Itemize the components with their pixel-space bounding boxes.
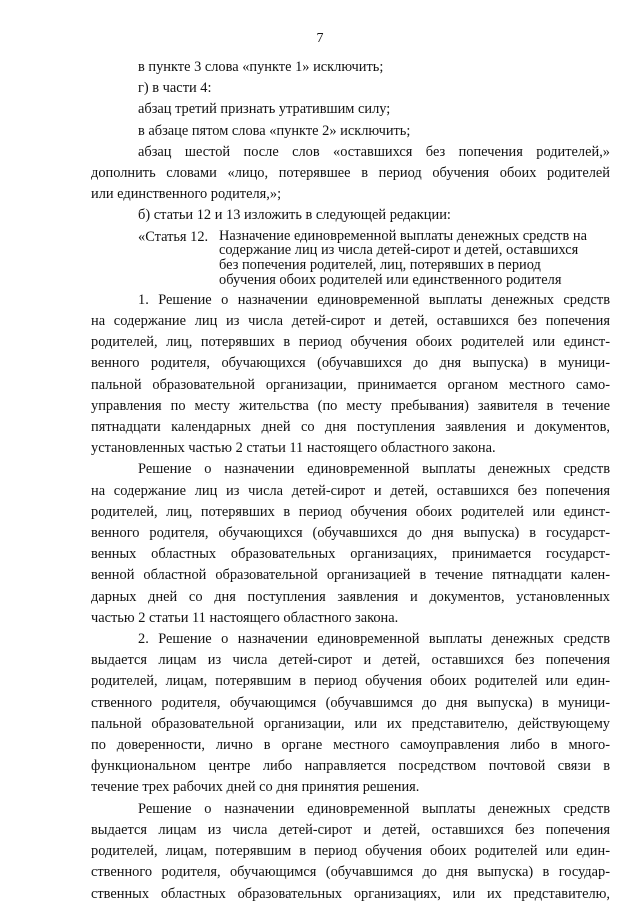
paragraph-line: пальной образовательной организации, или их представителю, действующему bbox=[91, 715, 610, 732]
paragraph-line: течение трех рабочих дней со дня принятия решения. bbox=[91, 779, 420, 796]
intro-line: в абзаце пятом слова «пункте 2» исключить; bbox=[138, 122, 411, 139]
paragraph-line: родителей, лиц, потерявших в период обучения обоих родителей или единст- bbox=[91, 503, 610, 520]
paragraph-line: пятнадцати календарных дней со дня поступления заявления и документов, bbox=[91, 419, 610, 436]
paragraph-line: Решение о назначении единовременной выплаты денежных средств bbox=[138, 800, 610, 817]
paragraph-line: частью 2 статьи 11 настоящего областного закона. bbox=[91, 609, 399, 626]
paragraph-line: установленных частью 2 статьи 11 настоящего областного закона. bbox=[91, 440, 496, 457]
article-title: Назначение единовременной выплаты денежных средств на содержание лиц из числа детей-сирот и детей, оставшихся без попечения родителей, лиц, потерявших в период обучения обоих родителей или единственного родителя bbox=[219, 227, 587, 289]
article-paragraph bbox=[91, 459, 610, 629]
paragraph-line: родителей, лицам, потерявшим в период обучения обоих родителей или един- bbox=[91, 843, 610, 860]
paragraph-line: 1. Решение о назначении единовременной выплаты денежных средств bbox=[138, 291, 610, 308]
paragraph-line: по доверенности, лично в органе местного самоуправления либо в много- bbox=[91, 737, 610, 754]
paragraph-line: дарных дней со дня поступления заявления и документов, установленных bbox=[91, 588, 610, 605]
intro-line: г) в части 4: bbox=[138, 80, 212, 97]
paragraph-line: или единственного родителя,»; bbox=[91, 186, 282, 203]
paragraph-line: Решение о назначении единовременной выплаты денежных средств bbox=[138, 461, 610, 478]
paragraph-line: родителей, лицам, потерявшим в период обучения обоих родителей или един- bbox=[91, 673, 610, 690]
paragraph-line: ственного родителя, обучающимся (обучавшимся до дня выпуска) в муници- bbox=[91, 694, 610, 711]
document-body bbox=[91, 57, 610, 905]
paragraph-line: 2. Решение о назначении единовременной выплаты денежных средств bbox=[138, 631, 610, 648]
article-paragraph bbox=[91, 290, 610, 460]
article-label: «Статья 12. bbox=[138, 228, 209, 245]
paragraph-line: на содержание лиц из числа детей-сирот и детей, оставшихся без попечения bbox=[91, 482, 610, 499]
intro-line: абзац третий признать утратившим силу; bbox=[138, 101, 391, 118]
page-number: 7 bbox=[316, 31, 324, 46]
paragraph-line: функциональном центре либо направляется посредством почтовой связи в bbox=[91, 758, 610, 775]
paragraph-line: пальной образовательной организации, принимается органом местного само- bbox=[91, 376, 610, 393]
paragraph-line: ственного родителя, обучающимся (обучавшимся до дня выпуска) в государ- bbox=[91, 864, 610, 881]
paragraph-line: венного родителя, обучающихся (обучавшихся до дня выпуска) в государст- bbox=[91, 525, 610, 542]
paragraph-line: венного родителя, обучающихся (обучавшихся до дня выпуска) в муници- bbox=[91, 355, 610, 372]
paragraph-line: ственных областных образовательных организациях, или их представителю, bbox=[91, 885, 610, 902]
paragraph-line: выдается лицам из числа детей-сирот и детей, оставшихся без попечения bbox=[91, 821, 610, 838]
paragraph-line: венных областных образовательных организациях, принимается государст- bbox=[91, 546, 610, 563]
item-b-line: б) статьи 12 и 13 изложить в следующей редакции: bbox=[138, 207, 451, 224]
paragraph-line: выдается лицам из числа детей-сирот и детей, оставшихся без попечения bbox=[91, 652, 610, 669]
article-paragraph bbox=[91, 629, 610, 799]
paragraph-line: родителей, лиц, потерявших в период обучения обоих родителей или единст- bbox=[91, 334, 610, 351]
paragraph-line: управления по месту жительства (по месту пребывания) заявителя в течение bbox=[91, 397, 610, 414]
abzac-shestoy-paragraph bbox=[91, 142, 610, 206]
paragraph-line: дополнить словами «лицо, потерявшее в период обучения обоих родителей bbox=[91, 165, 610, 182]
article-paragraph bbox=[91, 799, 610, 905]
paragraph-line: венной областной образовательной организацией в течение пятнадцати кален- bbox=[91, 567, 610, 584]
paragraph-line: абзац шестой после слов «оставшихся без попечения родителей,» bbox=[138, 143, 610, 160]
intro-line: в пункте 3 слова «пункте 1» исключить; bbox=[138, 59, 384, 75]
article-heading bbox=[138, 229, 610, 288]
paragraph-line: на содержание лиц из числа детей-сирот и детей, оставшихся без попечения bbox=[91, 313, 610, 330]
article-paragraphs bbox=[91, 290, 610, 905]
